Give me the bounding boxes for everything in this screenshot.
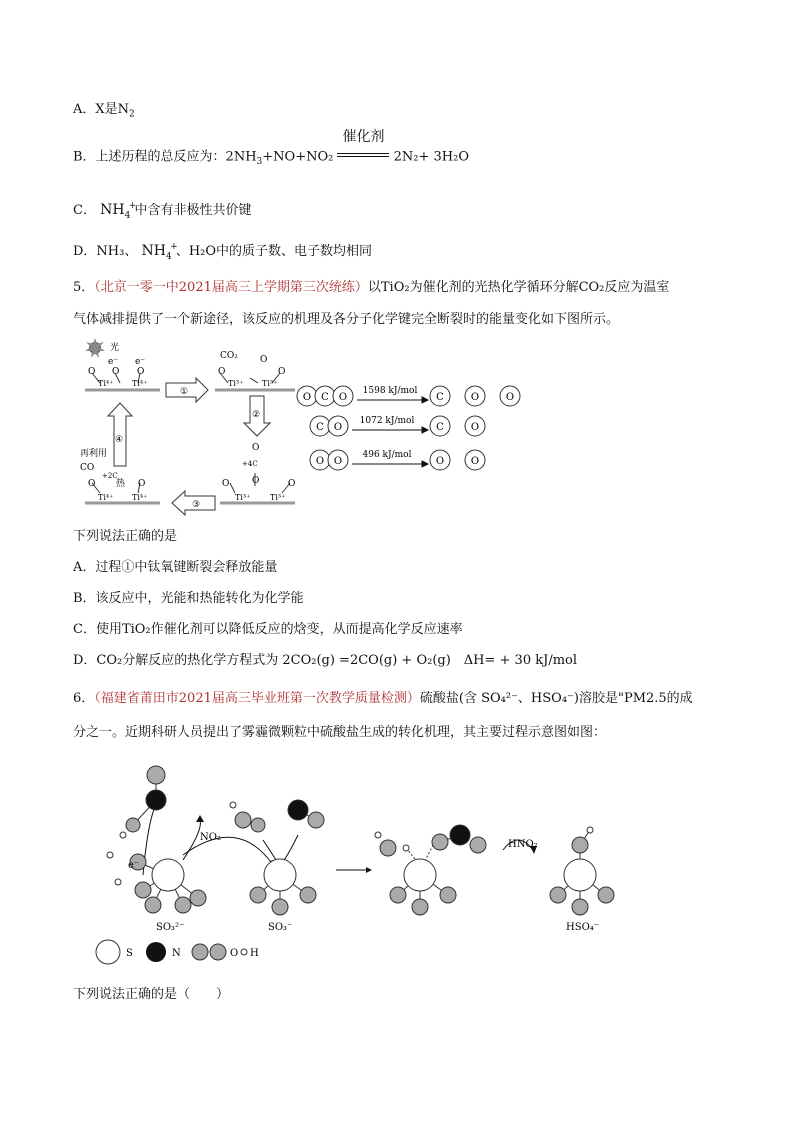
atom-o: O: [470, 456, 480, 467]
q4-option-a: [73, 100, 135, 125]
atom-o: O: [252, 476, 260, 486]
q5-stem-line2: 气体减排提供了一个新途径，该反应的机理及各分子化学键完全断裂时的能量变化如下图所示。: [73, 312, 620, 327]
q5-option-c: C．使用TiO₂作催化剂可以降低反应的焓变，从而提高化学反应速率: [73, 622, 463, 637]
q4-option-c-text: 中含有非极性共价键: [134, 203, 252, 218]
catalyst-label: 催化剂: [342, 129, 385, 145]
so3-minus-label: SO₃⁻: [268, 922, 293, 933]
step2-arrow: [244, 396, 270, 436]
atom-o: O: [252, 443, 260, 453]
reuse-label: 再利用: [80, 449, 108, 459]
q4-option-b-reactants: +NO+NO₂: [262, 149, 334, 165]
step3-label: ③: [192, 500, 201, 510]
atom-o: O: [333, 422, 343, 433]
q5-question: 下列说法正确的是: [73, 529, 178, 544]
step2-label: ②: [252, 410, 261, 420]
heat-label: 热: [116, 479, 126, 489]
atom-o: O: [260, 355, 268, 365]
atom-c: C: [436, 392, 444, 403]
atom-o: O: [333, 456, 343, 467]
ti4-label: Ti⁴⁺: [132, 379, 148, 388]
ti4-label: Ti⁴⁺: [98, 379, 114, 388]
atom-o: O: [302, 392, 312, 403]
energy-co2: 1598 kJ/mol: [362, 386, 418, 396]
energy-o2: 496 kJ/mol: [362, 450, 412, 460]
atom-o: O: [88, 479, 96, 489]
q4-option-a-sub: 2: [129, 109, 135, 120]
electron-label: e⁻: [128, 860, 140, 871]
ti4-label: Ti⁴⁺: [132, 493, 148, 502]
q6-question: 下列说法正确的是（ ）: [73, 987, 230, 1002]
q4-option-d-text: 、H₂O中的质子数、电子数均相同: [175, 244, 373, 259]
legend-n: N: [172, 948, 181, 959]
q4-option-c-letter: C．: [73, 203, 96, 218]
c-plus4-label: +4C: [242, 460, 258, 468]
q6-text1: 硫酸盐(含 SO₄²⁻、HSO₄⁻)溶胶是"PM2.5的成: [419, 691, 693, 706]
atom-o: O: [112, 367, 120, 377]
legend-s: S: [126, 948, 133, 959]
atom-o: O: [137, 367, 145, 377]
hno2-label: HNO₂: [508, 839, 538, 850]
atom-c: C: [436, 422, 444, 433]
step1-arrow: [166, 378, 208, 402]
catalyst-arrow: [337, 129, 389, 167]
atom-o: O: [470, 392, 480, 403]
ti3-label: Ti³⁺: [228, 379, 244, 388]
atom-o: O: [278, 367, 286, 377]
nh4-ion-icon: NH + $_4$: [141, 242, 178, 262]
q4-option-d-letter: D．NH₃、: [73, 244, 138, 259]
energy-co: 1072 kJ/mol: [359, 416, 415, 426]
q5-option-d: D．CO₂分解反应的热化学方程式为 2CO₂(g) =2CO(g) + O₂(g) ΔH= + 30 kJ/mol: [73, 653, 578, 668]
c-plus2-label: +2C: [102, 472, 118, 480]
electron-label-2: e⁻: [135, 357, 146, 367]
co2-label: CO₂: [220, 351, 238, 361]
q6-stem-line1: [73, 689, 693, 709]
legend-o: O: [230, 948, 239, 959]
atom-o: O: [138, 479, 146, 489]
q6-stem-line2: 分之一。近期科研人员提出了雾霾微颗粒中硫酸盐生成的转化机理，其主要过程示意图如图：: [73, 725, 607, 740]
q5-text1: 以TiO₂为催化剂的光热化学循环分解CO₂反应为温室: [367, 280, 670, 295]
atom-o: O: [435, 456, 445, 467]
q4-option-b-text: B．上述历程的总反应为：2NH: [73, 149, 257, 165]
q5-mechanism-figure: [80, 338, 540, 518]
q4-option-b-products: 2N₂+ 3H₂O: [393, 149, 469, 165]
co-label: CO: [80, 463, 95, 473]
q6-source: （福建省莆田市2021届高三毕业班第一次教学质量检测）: [94, 691, 420, 706]
light-icon: [85, 338, 105, 358]
legend-h: H: [250, 948, 259, 959]
ti3-label: Ti³⁺: [270, 493, 286, 502]
light-label: 光: [110, 343, 120, 353]
ti3-label: Ti³⁺: [235, 493, 251, 502]
q5-source: （北京一零一中2021届高三上学期第三次统练）: [94, 280, 368, 295]
atom-o: O: [470, 422, 480, 433]
nh4-ion-icon: NH + $_4$: [100, 201, 137, 221]
atom-o: O: [222, 479, 230, 489]
step4-label: ④: [115, 435, 124, 445]
q5-stem-line1: [73, 278, 669, 298]
q6-mechanism-figure: [88, 760, 628, 970]
q4-option-c: [73, 200, 251, 226]
q4-option-b: B．上述历程的总反应为：$2NH_3+NO+NO_2$ 催化剂 2N₂+ 3H₂O: [73, 129, 469, 168]
ti3-label: Ti³⁺: [262, 379, 278, 388]
electron-label: e⁻: [108, 357, 119, 367]
step1-label: ①: [180, 387, 189, 397]
q4-option-d: [73, 241, 372, 267]
hso4-minus-label: HSO₄⁻: [566, 922, 600, 933]
atom-o: O: [315, 456, 325, 467]
so3-2minus-label: SO₃²⁻: [156, 922, 185, 933]
step4-arrow: [108, 403, 132, 466]
atom-o: O: [218, 367, 226, 377]
atom-o: O: [505, 392, 515, 403]
ti4-label: Ti⁴⁺: [98, 493, 114, 502]
q5-option-a: A．过程①中钛氧键断裂会释放能量: [73, 560, 278, 575]
step3-arrow: [172, 491, 215, 515]
no2-label: NO₂: [200, 832, 221, 843]
atom-o: O: [88, 367, 96, 377]
atom-c: C: [321, 392, 329, 403]
q6-number: 6．: [73, 691, 95, 706]
atom-o: O: [288, 479, 296, 489]
q5-option-b: B．该反应中，光能和热能转化为化学能: [73, 591, 304, 606]
q5-number: 5．: [73, 280, 95, 295]
legend: [96, 940, 259, 964]
atom-c: C: [316, 422, 324, 433]
q4-option-a-text: A．X是N: [73, 102, 130, 117]
atom-o: O: [338, 392, 348, 403]
